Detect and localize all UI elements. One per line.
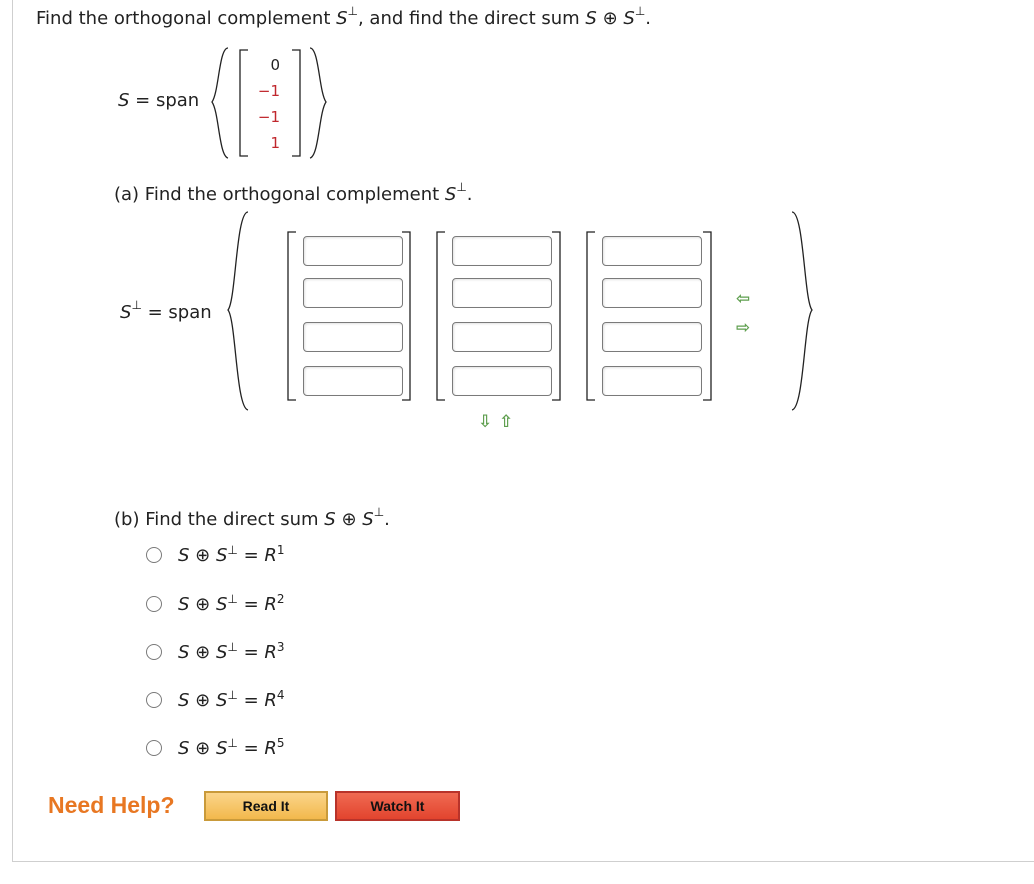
part-a-period: . — [466, 184, 473, 205]
title-s-2: S — [585, 8, 597, 29]
option-r1-lhs: S ⊕ S — [178, 545, 228, 566]
vec2-left-bracket — [437, 232, 445, 400]
left-brace — [212, 48, 228, 158]
option-r1-exp: 1 — [276, 543, 285, 557]
option-r3-radio[interactable] — [146, 644, 162, 660]
add-vector-right-arrow-icon[interactable]: ⇨ — [736, 318, 751, 338]
option-r5-exp: 5 — [276, 736, 285, 750]
vector-entry-1: 0 — [270, 56, 280, 74]
option-r4-lhs: S ⊕ S — [178, 690, 228, 711]
need-help-label: Need Help? — [48, 792, 175, 818]
outer-right-brace — [792, 212, 812, 410]
part-a-prompt — [114, 182, 473, 205]
part-a-span-label — [120, 300, 212, 323]
option-r3[interactable] — [146, 640, 285, 663]
remove-row-up-arrow-icon[interactable]: ⇧ — [499, 412, 514, 432]
right-brace — [310, 48, 326, 158]
vec2-entry-2-input[interactable] — [452, 278, 552, 308]
question-title — [36, 6, 651, 29]
vec1-left-bracket — [288, 232, 296, 400]
vec2-entry-3-input[interactable] — [452, 322, 552, 352]
vec3-right-bracket — [703, 232, 711, 400]
vec3-entry-4-input[interactable] — [602, 366, 702, 396]
vec1-entry-2-input[interactable] — [303, 278, 403, 308]
add-row-down-arrow-icon[interactable]: ⇩ — [478, 412, 493, 432]
vec2-right-bracket — [552, 232, 560, 400]
vector-entry-3: −1 — [257, 108, 280, 126]
oplus-symbol: ⊕ — [602, 8, 618, 29]
option-r2-exp: 2 — [276, 592, 285, 606]
option-r2-perp: ⊥ — [227, 592, 238, 606]
part-b-s-2: S — [362, 509, 374, 530]
vec1-entry-4-input[interactable] — [303, 366, 403, 396]
part-a-label-perp: ⊥ — [131, 298, 142, 312]
option-r3-exp: 3 — [276, 640, 285, 654]
vec3-left-bracket — [587, 232, 595, 400]
watch-it-button[interactable]: Watch It — [335, 791, 460, 821]
option-r4-rhs: = R — [237, 690, 277, 711]
left-bracket — [240, 50, 248, 156]
option-r2[interactable] — [146, 592, 285, 615]
given-eq-span: = span — [129, 90, 200, 111]
given-s: S — [118, 90, 130, 111]
vec3-entry-2-input[interactable] — [602, 278, 702, 308]
option-r5-rhs: = R — [237, 738, 277, 759]
option-r5[interactable] — [146, 736, 285, 759]
question-panel — [12, 0, 1034, 862]
title-s-3: S — [623, 8, 635, 29]
part-b-text: (b) Find the direct sum — [114, 509, 325, 530]
given-span-label — [118, 90, 199, 111]
option-r4-perp: ⊥ — [227, 688, 238, 702]
vec2-entry-4-input[interactable] — [452, 366, 552, 396]
option-r2-radio[interactable] — [146, 596, 162, 612]
option-r1-rhs: = R — [237, 545, 277, 566]
part-a-s: S — [444, 184, 457, 205]
part-b-period: . — [384, 509, 390, 530]
option-r1[interactable] — [146, 543, 285, 566]
vector-entry-2: −1 — [257, 82, 280, 100]
title-s: S — [336, 8, 348, 29]
vec1-right-bracket — [402, 232, 410, 400]
part-a-eq-span: = span — [141, 302, 212, 323]
given-vector — [250, 52, 280, 156]
vec1-entry-1-input[interactable] — [303, 236, 403, 266]
part-a-text: (a) Find the orthogonal complement — [114, 184, 445, 205]
option-r2-rhs: = R — [237, 594, 277, 615]
option-r1-radio[interactable] — [146, 547, 162, 563]
title-text: Find the orthogonal complement — [36, 8, 337, 29]
title-period: . — [645, 8, 652, 29]
vec3-entry-3-input[interactable] — [602, 322, 702, 352]
option-r3-lhs: S ⊕ S — [178, 642, 228, 663]
part-a-label-s: S — [120, 302, 132, 323]
option-r3-perp: ⊥ — [227, 640, 238, 654]
perp-symbol-2: ⊥ — [634, 4, 646, 18]
part-b-s: S — [324, 509, 336, 530]
vector-entry-4: 1 — [270, 134, 280, 152]
title-text-mid: , and find the direct sum — [357, 8, 586, 29]
read-it-button[interactable]: Read It — [204, 791, 328, 821]
option-r3-rhs: = R — [237, 642, 277, 663]
perp-symbol: ⊥ — [347, 4, 358, 18]
option-r5-perp: ⊥ — [227, 736, 238, 750]
part-b-perp: ⊥ — [373, 505, 385, 519]
option-r4-exp: 4 — [276, 688, 285, 702]
vec2-entry-1-input[interactable] — [452, 236, 552, 266]
vec1-entry-3-input[interactable] — [303, 322, 403, 352]
right-bracket — [292, 50, 300, 156]
option-r2-lhs: S ⊕ S — [178, 594, 228, 615]
remove-vector-left-arrow-icon[interactable]: ⇦ — [736, 289, 751, 309]
vec3-entry-1-input[interactable] — [602, 236, 702, 266]
option-r4-radio[interactable] — [146, 692, 162, 708]
option-r5-lhs: S ⊕ S — [178, 738, 228, 759]
part-a-perp: ⊥ — [456, 180, 467, 194]
part-b-prompt — [114, 507, 390, 530]
part-b-oplus: ⊕ — [341, 509, 357, 530]
outer-left-brace — [228, 212, 248, 410]
option-r4[interactable] — [146, 688, 285, 711]
option-r1-perp: ⊥ — [227, 543, 238, 557]
option-r5-radio[interactable] — [146, 740, 162, 756]
